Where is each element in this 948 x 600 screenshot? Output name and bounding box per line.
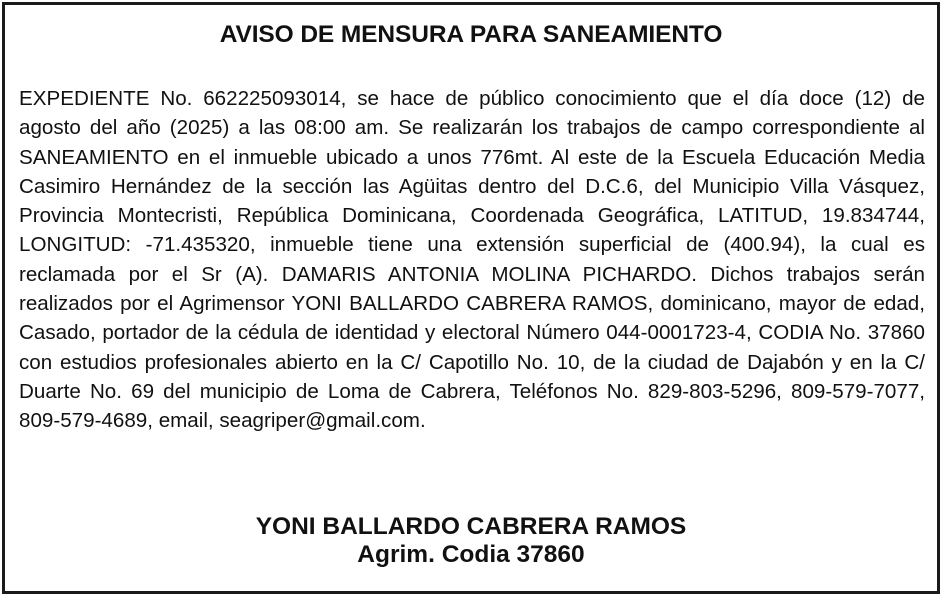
notice-title: AVISO DE MENSURA PARA SANEAMIENTO [219,21,723,48]
signature-name: YONI BALLARDO CABRERA RAMOS [255,513,687,540]
legal-notice-box [2,2,940,594]
notice-body-text: EXPEDIENTE No. 662225093014, se hace de público conocimiento que el día doce (12) de agosto del año (2025) a las 08:00 am. Se realizarán los trabajos de campo correspondiente al SANEAMIENTO en el inmueble ubicado a unos 776mt. Al este de la Escuela Educación Media Casimiro Hernández de la sección las Agüitas dentro del D.C.6, del Municipio Villa Vásquez, Provincia Montecristi, República Dominicana, Coordenada Geográfica, LATITUD, 19.834744, LONGITUD: -71.435320, inmueble tiene una extensión superficial de (400.94), la cual es reclamada por el Sr (A). DAMARIS ANTONIA MOLINA PICHARDO. Dichos trabajos serán realizados por el Agrimensor YONI BALLARDO CABRERA RAMOS, dominicano, mayor de edad, Casado, portador de la cédula de identidad y electoral Número 044-0001723-4, CODIA No. 37860 con estudios profesionales abierto en la C/ Capotillo No. 10, de la ciudad de Dajabón y en la C/ Duarte No. 69 del municipio de Loma de Cabrera, Teléfonos No. 829-803-5296, 809-579-7077, 809-579-4689, email, seagriper@gmail.com. [19,87,925,433]
signature-title: Agrim. Codia 37860 [357,541,585,568]
signature-block [5,513,937,569]
